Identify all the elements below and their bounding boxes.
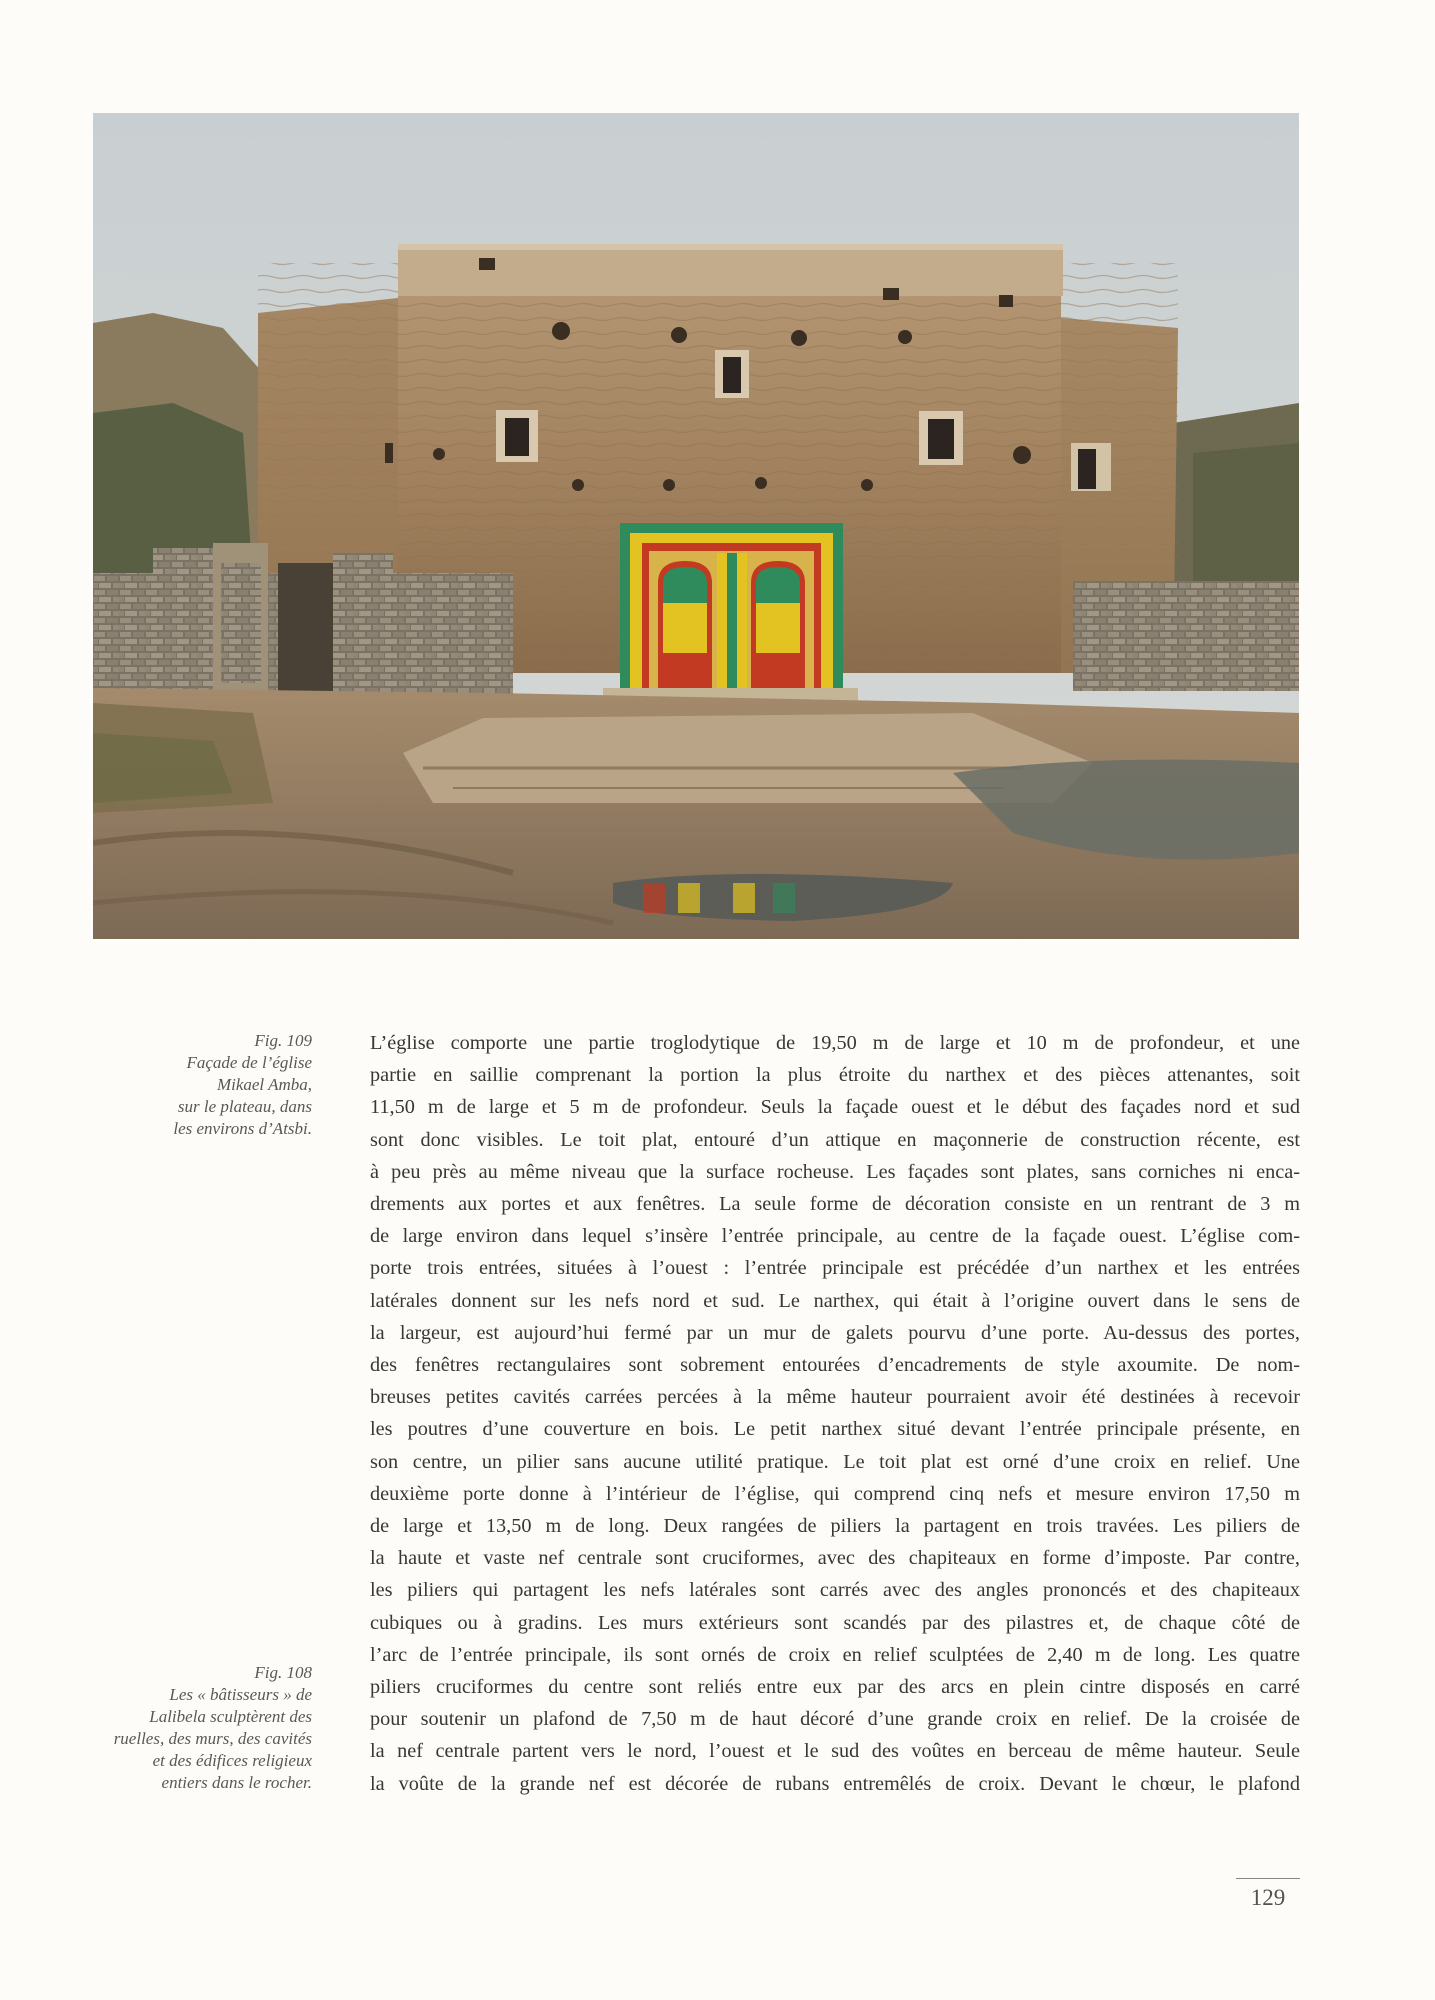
caption-line: Lalibela sculptèrent des bbox=[149, 1707, 312, 1726]
church-facade-illustration bbox=[93, 113, 1299, 939]
text-line: deuxième porte donne à l’intérieur de l’église, qui comprend cinq nefs et mesure environ 17,50 m bbox=[370, 1482, 1300, 1505]
text-line: cubiques ou à gradins. Les murs extérieurs sont scandés par des pilastres et, de chaque côté de bbox=[370, 1611, 1300, 1634]
caption-line: Les « bâtisseurs » de bbox=[169, 1685, 312, 1704]
caption-label: Fig. 108 bbox=[254, 1663, 312, 1682]
text-line: la voûte de la grande nef est décorée de rubans entremêlés de croix. Devant le chœur, le plafond bbox=[370, 1772, 1300, 1795]
text-line: à peu près au même niveau que la surface rocheuse. Les façades sont plates, sans corniches ni enca- bbox=[370, 1160, 1300, 1183]
text-line: la largeur, est aujourd’hui fermé par un mur de galets pourvu d’une porte. Au-dessus des portes, bbox=[370, 1321, 1300, 1344]
text-line: de large environ dans lequel s’insère l’entrée principale, au centre de la façade ouest. L’église com- bbox=[370, 1225, 1300, 1248]
text-line: partie en saillie comprenant la portion la plus étroite du narthex et des pièces attenantes, soit bbox=[370, 1064, 1300, 1087]
caption-label: Fig. 109 bbox=[254, 1031, 312, 1050]
text-line: de large et 13,50 m de long. Deux rangées de piliers la partagent en trois travées. Les piliers de bbox=[370, 1515, 1300, 1538]
text-line: L’église comporte une partie troglodytique de 19,50 m de large et 10 m de profondeur, et une bbox=[370, 1032, 1300, 1054]
caption-line: Mikael Amba, bbox=[216, 1075, 312, 1094]
text-line: l’arc de l’entrée principale, ils sont ornés de croix en relief sculptées de 2,40 m de long. Les quatre bbox=[370, 1643, 1300, 1666]
text-line: les piliers qui partagent les nefs latérales sont carrés avec des angles prononcés et des chapiteaux bbox=[370, 1579, 1300, 1602]
text-line: pour soutenir un plafond de 7,50 m de haut décoré d’une grande croix en relief. De la croisée de bbox=[370, 1708, 1300, 1731]
text-line: la haute et vaste nef centrale sont cruciformes, avec des chapiteaux en forme d’imposte. Par contre, bbox=[370, 1547, 1300, 1570]
caption-line: sur le plateau, dans bbox=[177, 1097, 312, 1116]
figure-caption-109 bbox=[108, 1030, 312, 1140]
text-line: des fenêtres rectangulaires sont sobrement entourées d’encadrements de style axoumite. De nom- bbox=[370, 1354, 1300, 1377]
body-paragraph bbox=[370, 1027, 1300, 1800]
text-line: les poutres d’une couverture en bois. Le petit narthex situé devant l’entrée principale présente, en bbox=[370, 1418, 1300, 1441]
figure-caption-108 bbox=[108, 1662, 312, 1794]
text-line: 11,50 m de large et 5 m de profondeur. Seuls la façade ouest et le début des façades nord et sud bbox=[370, 1096, 1300, 1119]
text-line: latérales donnent sur les nefs nord et sud. Le narthex, qui était à l’origine ouvert dans le sens de bbox=[370, 1289, 1300, 1312]
caption-line: et des édifices religieux bbox=[152, 1751, 312, 1770]
text-line: la nef centrale partent vers le nord, l’ouest et le sud des voûtes en berceau de même hauteur. Seule bbox=[370, 1740, 1300, 1763]
text-line: drements aux portes et aux fenêtres. La seule forme de décoration consiste en un rentrant de 3 m bbox=[370, 1193, 1300, 1216]
text-line: sont donc visibles. Le toit plat, entouré d’un attique en maçonnerie de construction récente, est bbox=[370, 1128, 1300, 1151]
caption-line: les environs d’Atsbi. bbox=[173, 1119, 312, 1138]
text-line: porte trois entrées, situées à l’ouest : l’entrée principale est précédée d’un narthex et les entrées bbox=[370, 1257, 1300, 1280]
caption-line: Façade de l’église bbox=[186, 1053, 312, 1072]
painted-door bbox=[620, 523, 843, 690]
caption-line: ruelles, des murs, des cavités bbox=[113, 1729, 312, 1748]
text-line: breuses petites cavités carrées percées à la même hauteur pourraient avoir été destinées à recevoir bbox=[370, 1386, 1300, 1409]
text-line: son centre, un pilier sans aucune utilité pratique. Le toit plat est orné d’une croix en relief. Une bbox=[370, 1450, 1300, 1473]
church-facade-photo bbox=[93, 113, 1299, 939]
caption-line: entiers dans le rocher. bbox=[161, 1773, 312, 1792]
text-line: piliers cruciformes du centre sont reliés entre eux par des arcs en plein cintre disposés en carré bbox=[370, 1676, 1300, 1699]
page-number-rule bbox=[1236, 1878, 1300, 1879]
page-number: 129 bbox=[1250, 1885, 1286, 1910]
